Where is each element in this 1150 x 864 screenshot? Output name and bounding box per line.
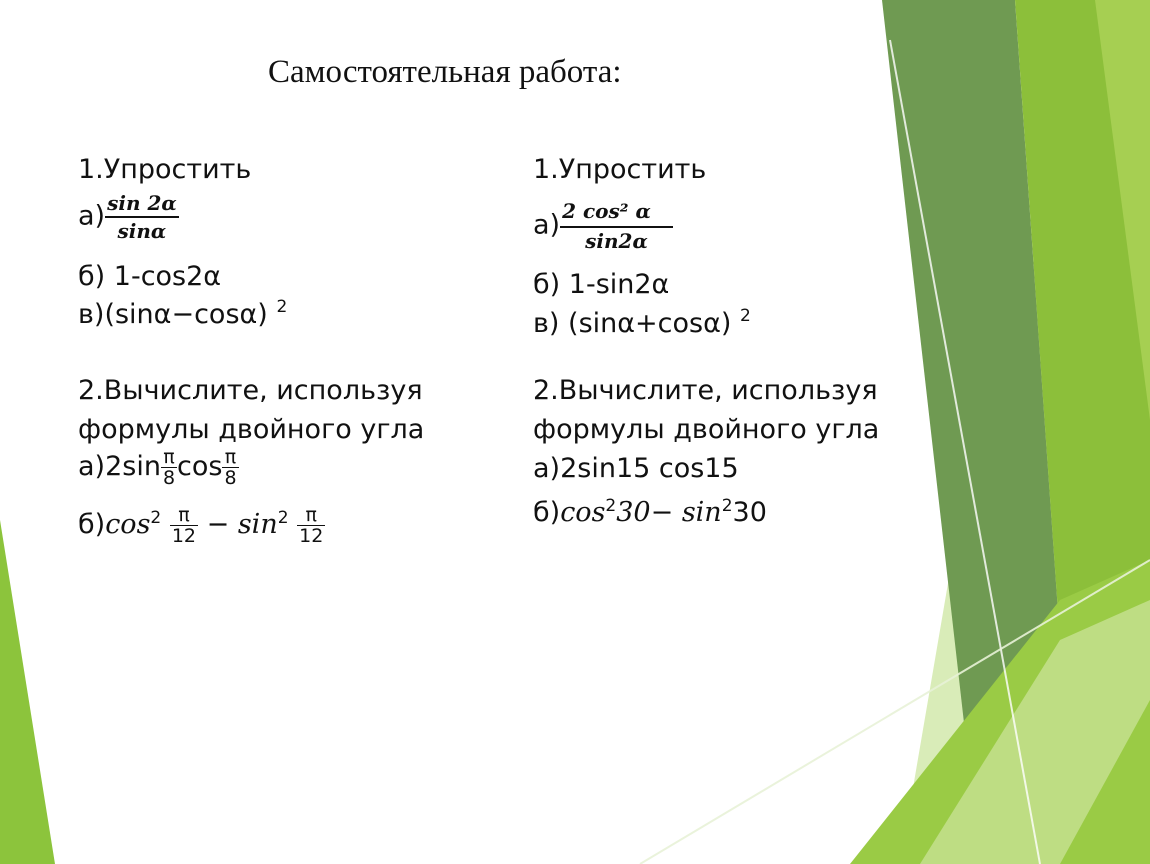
left-task2-b-fraction1-num: π bbox=[170, 505, 198, 526]
left-task2-a-fraction2 bbox=[222, 447, 238, 488]
left-task2-b-cos: cos bbox=[105, 509, 151, 540]
left-task2-b-sup1: 2 bbox=[150, 508, 162, 528]
left-task2-a-fraction2-den: 8 bbox=[224, 467, 237, 489]
right-fraction-a-numerator: 2 cos² α bbox=[560, 198, 673, 228]
left-item-a bbox=[78, 190, 179, 244]
right-item-b: б) 1-sin2α bbox=[533, 269, 670, 300]
left-task2-line2: формулы двойного угла bbox=[78, 414, 425, 445]
left-task1-heading: 1.Упростить bbox=[78, 154, 252, 185]
left-task2-a-fraction1-den: 8 bbox=[162, 467, 176, 489]
right-task2-b-sup1: 2 bbox=[605, 496, 617, 516]
right-task2-b-prefix: б) bbox=[533, 497, 561, 528]
right-task2-line1: 2.Вычислите, используя bbox=[533, 375, 878, 406]
left-task2-b-fraction2-den: 12 bbox=[299, 525, 324, 547]
left-fraction-a bbox=[105, 190, 179, 244]
left-fraction-a-denominator: sinα bbox=[117, 219, 167, 243]
right-task2-b-sin: sin bbox=[681, 497, 722, 528]
left-task2-b-sup2: 2 bbox=[277, 508, 289, 528]
left-item-c-exponent: 2 bbox=[276, 297, 288, 317]
left-task2-a-cos: cos bbox=[177, 451, 223, 482]
right-item-c-text: в) (sinα+cosα) bbox=[533, 308, 741, 339]
left-task2-a-fraction2-num: π bbox=[222, 447, 238, 468]
left-item-c bbox=[78, 298, 287, 335]
right-item-a-prefix: а) bbox=[533, 209, 561, 241]
right-fraction-a bbox=[560, 198, 673, 254]
right-task2-b bbox=[533, 490, 767, 529]
left-task2-b-fraction1-den: 12 bbox=[171, 525, 197, 547]
left-task2-line1: 2.Вычислите, используя bbox=[78, 375, 423, 406]
left-fraction-a-numerator: sin 2α bbox=[105, 190, 179, 218]
right-task2-b-mid: 30− bbox=[616, 497, 682, 528]
left-task2-a-fraction1-num: π bbox=[161, 447, 177, 468]
right-task2-a: а)2sin15 cos15 bbox=[533, 453, 739, 484]
right-task2-b-cos: cos bbox=[560, 497, 606, 528]
left-task2-a-prefix: а)2sin bbox=[78, 451, 161, 482]
right-item-c bbox=[533, 307, 751, 344]
left-task2-b-sin: sin bbox=[237, 509, 278, 540]
left-task2-b-fraction2 bbox=[297, 505, 325, 546]
left-task2-a bbox=[78, 447, 239, 488]
right-task1-heading: 1.Упростить bbox=[533, 154, 707, 185]
left-task2-b-fraction2-num: π bbox=[297, 505, 325, 526]
left-item-c-text: в)(sinα−cosα) bbox=[78, 299, 277, 330]
left-item-a-prefix: а) bbox=[78, 200, 106, 232]
right-task2-b-sup2: 2 bbox=[721, 496, 733, 516]
left-task2-a-fraction1 bbox=[161, 447, 177, 488]
left-task2-b-fraction1 bbox=[170, 505, 198, 546]
left-task2-b-minus: − bbox=[198, 509, 238, 540]
right-task2-line2: формулы двойного угла bbox=[533, 414, 880, 445]
left-task2-b bbox=[78, 502, 325, 546]
right-fraction-a-denominator: sin2α bbox=[585, 229, 648, 253]
left-item-b: б) 1-cos2α bbox=[78, 261, 222, 292]
page-title: Самостоятельная работа: bbox=[268, 54, 622, 90]
right-task2-b-end: 30 bbox=[732, 497, 767, 528]
left-task2-b-prefix: б) bbox=[78, 509, 106, 540]
left-green-stripe bbox=[0, 520, 55, 864]
right-item-a bbox=[533, 198, 673, 254]
right-item-c-exponent: 2 bbox=[740, 306, 751, 326]
